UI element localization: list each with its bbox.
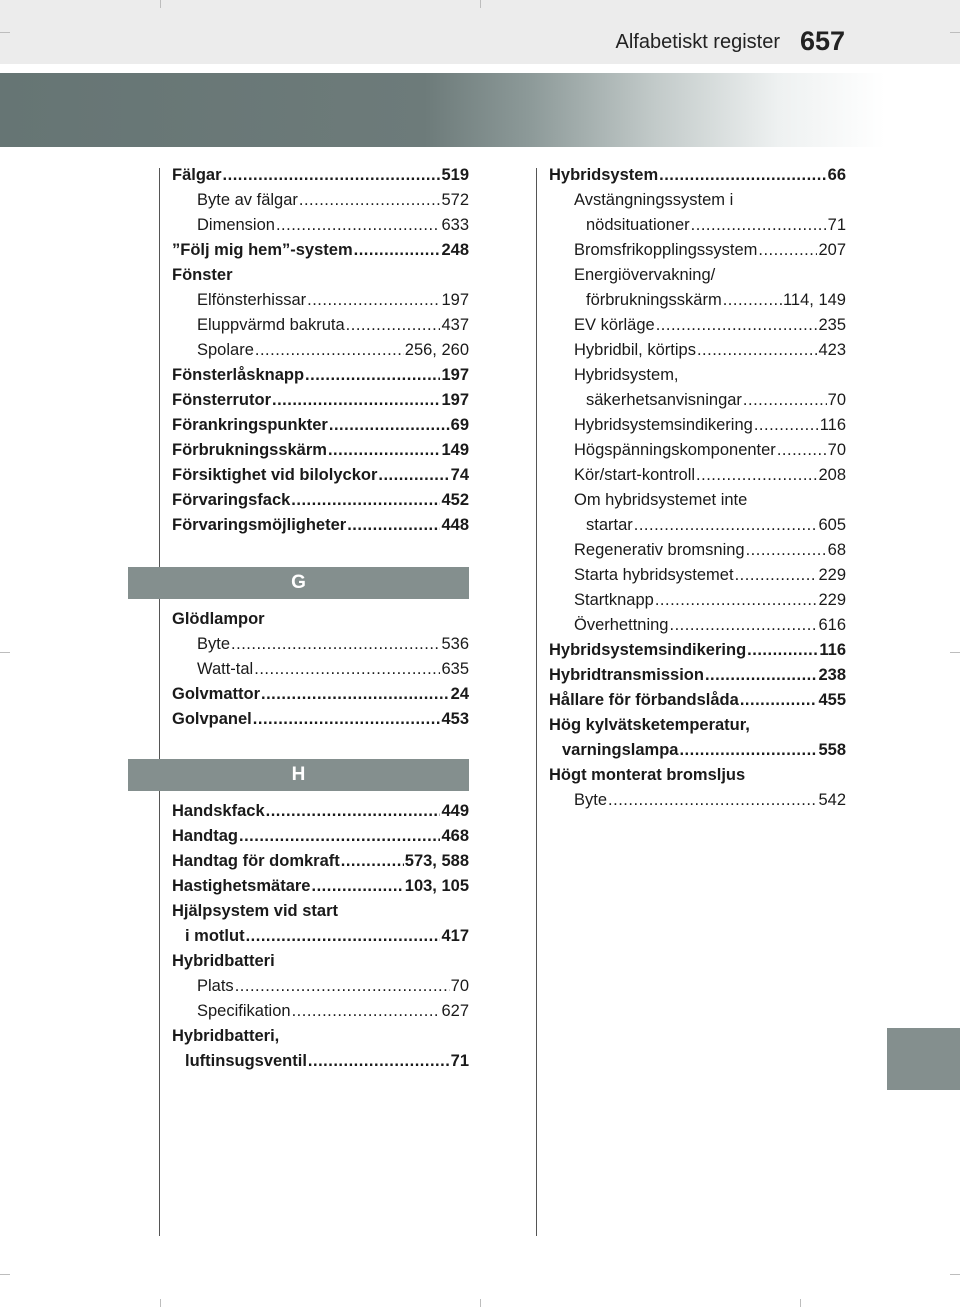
left-column-rule	[159, 168, 160, 1236]
index-entry	[549, 538, 846, 563]
index-entry	[172, 338, 469, 363]
index-entry-page: 116	[819, 416, 846, 434]
index-entry-page: 71	[827, 216, 846, 234]
index-entry-term: Kör/start-kontroll	[574, 466, 696, 484]
index-entry-term: luftinsugsventil	[185, 1052, 307, 1070]
index-entry	[549, 413, 846, 438]
dot-leader	[261, 682, 450, 707]
index-entry-term: Förvaringsmöjligheter	[172, 516, 347, 534]
crop-mark	[160, 1299, 161, 1307]
dot-leader	[328, 438, 441, 463]
dot-leader	[746, 538, 827, 563]
crop-mark	[950, 1274, 960, 1275]
index-entry	[172, 438, 469, 463]
dot-leader	[354, 238, 441, 263]
index-entry	[172, 924, 469, 949]
index-entry-term: Golvpanel	[172, 710, 252, 728]
index-heading: Energiövervakning/	[574, 266, 716, 284]
index-entry-page: 468	[441, 827, 469, 845]
dot-leader	[758, 238, 817, 263]
index-entry-term: i motlut	[185, 927, 245, 945]
index-entry-term: Hybridsystem	[549, 166, 659, 184]
index-entry	[172, 413, 469, 438]
index-entry	[549, 563, 846, 588]
index-entry-term: Högspänningskomponenter	[574, 441, 776, 459]
section-title: Alfabetiskt register	[615, 31, 780, 53]
dot-leader	[740, 688, 818, 713]
dot-leader	[255, 338, 404, 363]
right-column-entries	[549, 163, 846, 813]
index-entry	[172, 163, 469, 188]
section-g-entries	[172, 607, 469, 732]
dot-leader	[735, 563, 818, 588]
crop-mark	[950, 652, 960, 653]
section-letter-g: G	[128, 567, 469, 599]
index-heading: Hybridbatteri	[172, 952, 275, 970]
index-entry-term: Fönsterrutor	[172, 391, 271, 409]
dot-leader	[305, 363, 440, 388]
left-index-column	[172, 163, 469, 1074]
dot-leader	[754, 413, 819, 438]
section-h-entries	[172, 799, 469, 1074]
index-entry-page: 627	[441, 1002, 469, 1020]
index-entry-page: 24	[450, 685, 469, 703]
index-entry-page: 197	[441, 391, 469, 409]
dot-leader	[679, 738, 817, 763]
index-entry	[172, 874, 469, 899]
index-entry-term: Försiktighet vid bilolyckor	[172, 466, 378, 484]
index-entry-page: 69	[450, 416, 469, 434]
index-entry-term: förbrukningsskärm	[586, 291, 722, 309]
dot-leader	[777, 438, 827, 463]
index-entry-page: 197	[441, 366, 469, 384]
index-entry	[172, 657, 469, 682]
index-entry-page: 452	[441, 491, 469, 509]
dot-leader	[311, 874, 403, 899]
section-f-entries	[172, 163, 469, 538]
index-entry-term: startar	[586, 516, 633, 534]
index-entry-term: Överhettning	[574, 616, 669, 634]
index-entry-term: Regenerativ bromsning	[574, 541, 745, 559]
index-entry	[549, 438, 846, 463]
index-entry-page: 558	[818, 741, 846, 759]
index-entry	[549, 738, 846, 763]
index-entry-term: Byte	[197, 635, 231, 653]
index-entry-term: Handtag för domkraft	[172, 852, 340, 870]
index-entry-term: Handtag	[172, 827, 238, 845]
index-entry-term: Specifikation	[197, 1002, 291, 1020]
dot-leader	[299, 188, 441, 213]
index-entry-term: nödsituationer	[586, 216, 690, 234]
index-entry	[549, 613, 846, 638]
index-entry-page: 74	[450, 466, 469, 484]
dot-leader	[346, 313, 441, 338]
index-entry-term: Spolare	[197, 341, 254, 359]
index-entry-page: 114, 149	[782, 291, 846, 309]
crop-mark	[0, 652, 10, 653]
index-entry-page: 573, 588	[404, 852, 469, 870]
dot-leader	[254, 657, 440, 682]
index-entry-page: 448	[441, 516, 469, 534]
index-entry-page: 149	[441, 441, 469, 459]
dot-leader	[705, 663, 818, 688]
index-entry-page: 207	[818, 241, 846, 259]
index-entry	[172, 799, 469, 824]
dot-leader	[235, 974, 450, 999]
index-entry-term: Fälgar	[172, 166, 222, 184]
index-entry-page: 437	[441, 316, 469, 334]
index-entry	[549, 213, 846, 238]
index-heading: Hybridsystem,	[574, 366, 679, 384]
dot-leader	[656, 313, 818, 338]
index-entry	[172, 188, 469, 213]
index-entry-term: Watt-tal	[197, 660, 254, 678]
dot-leader	[308, 1049, 450, 1074]
index-heading: Hybridbatteri,	[172, 1027, 280, 1045]
index-heading: Avstängningssystem i	[574, 191, 734, 209]
index-entry	[172, 513, 469, 538]
index-entry-term: Dimension	[197, 216, 275, 234]
index-entry	[549, 788, 846, 813]
index-entry-page: 238	[818, 666, 846, 684]
index-entry-page: 70	[827, 391, 846, 409]
index-heading: Hjälpsystem vid start	[172, 902, 338, 920]
dot-leader	[347, 513, 440, 538]
index-entry-page: 605	[818, 516, 846, 534]
index-entry-term: Startknapp	[574, 591, 654, 609]
index-entry	[549, 638, 846, 663]
index-entry-page: 536	[441, 635, 469, 653]
index-entry	[549, 388, 846, 413]
crop-mark	[950, 32, 960, 33]
index-entry-term: Hastighetsmätare	[172, 877, 311, 895]
dot-leader	[276, 213, 441, 238]
index-entry-term: Förankringspunkter	[172, 416, 328, 434]
header-gradient-band	[0, 73, 885, 147]
index-entry-term: säkerhetsanvisningar	[586, 391, 742, 409]
dot-leader	[307, 288, 440, 313]
index-entry	[172, 824, 469, 849]
index-entry-page: 70	[450, 977, 469, 995]
index-entry-term: Handskfack	[172, 802, 265, 820]
dot-leader	[723, 288, 782, 313]
index-entry-page: 417	[441, 927, 469, 945]
dot-leader	[292, 999, 441, 1024]
index-entry-page: 423	[818, 341, 846, 359]
index-entry-term: Bromsfrikopplingssystem	[574, 241, 758, 259]
section-letter-h: H	[128, 759, 469, 791]
index-entry-page: 70	[827, 441, 846, 459]
dot-leader	[608, 788, 817, 813]
index-entry-term: Hybridtransmission	[549, 666, 704, 684]
index-entry-page: 616	[818, 616, 846, 634]
crop-mark	[480, 0, 481, 8]
index-entry-page: 572	[441, 191, 469, 209]
index-entry-page: 453	[441, 710, 469, 728]
index-entry	[172, 288, 469, 313]
dot-leader	[691, 213, 827, 238]
index-entry-term: Förvaringsfack	[172, 491, 291, 509]
index-entry-page: 449	[441, 802, 469, 820]
index-entry-page: 635	[441, 660, 469, 678]
index-entry-term: Hybridsystemsindikering	[549, 641, 747, 659]
index-entry	[549, 338, 846, 363]
dot-leader	[655, 588, 818, 613]
index-entry-term: EV körläge	[574, 316, 655, 334]
index-entry-page: 68	[827, 541, 846, 559]
index-entry	[549, 288, 846, 313]
dot-leader	[378, 463, 449, 488]
crop-mark	[800, 1299, 801, 1307]
dot-leader	[696, 463, 817, 488]
index-heading: Om hybridsystemet inte	[574, 491, 748, 509]
index-entry-term: Hållare för förbandslåda	[549, 691, 739, 709]
index-entry	[172, 363, 469, 388]
index-entry-term: Plats	[197, 977, 234, 995]
index-entry-term: Fönsterlåsknapp	[172, 366, 305, 384]
dot-leader	[291, 488, 440, 513]
index-entry-term: Byte av fälgar	[197, 191, 298, 209]
index-entry-page: 66	[827, 166, 846, 184]
index-entry-page: 208	[818, 466, 846, 484]
index-entry-page: 71	[450, 1052, 469, 1070]
right-index-column	[549, 163, 846, 813]
index-entry	[172, 488, 469, 513]
page-number: 657	[800, 26, 846, 56]
dot-leader	[341, 849, 404, 874]
index-entry	[549, 313, 846, 338]
dot-leader	[329, 413, 450, 438]
dot-leader	[239, 824, 440, 849]
index-entry-page: 256, 260	[404, 341, 469, 359]
index-entry	[549, 513, 846, 538]
index-heading: Hög kylvätsketemperatur,	[549, 716, 750, 734]
dot-leader	[747, 638, 818, 663]
crop-mark	[160, 0, 161, 8]
dot-leader	[266, 799, 441, 824]
index-entry-term: Eluppvärmd bakruta	[197, 316, 345, 334]
dot-leader	[253, 707, 441, 732]
index-entry-page: 235	[818, 316, 846, 334]
dot-leader	[634, 513, 818, 538]
index-heading: Högt monterat bromsljus	[549, 766, 746, 784]
index-heading: Fönster	[172, 266, 233, 284]
index-entry-page: 519	[441, 166, 469, 184]
index-entry	[172, 682, 469, 707]
index-entry	[549, 688, 846, 713]
crop-mark	[480, 1299, 481, 1307]
index-heading: Glödlampor	[172, 610, 265, 628]
index-entry	[549, 663, 846, 688]
index-entry-page: 197	[441, 291, 469, 309]
crop-mark	[0, 1274, 10, 1275]
index-entry-page: 103, 105	[404, 877, 469, 895]
dot-leader	[231, 632, 440, 657]
index-entry-page: 248	[441, 241, 469, 259]
dot-leader	[272, 388, 440, 413]
index-entry	[172, 707, 469, 732]
crop-mark	[0, 32, 10, 33]
dot-leader	[669, 613, 817, 638]
index-entry	[549, 463, 846, 488]
index-entry-page: 542	[818, 791, 846, 809]
index-entry-page: 116	[819, 641, 846, 659]
dot-leader	[659, 163, 827, 188]
dot-leader	[697, 338, 818, 363]
index-entry-term: Byte	[574, 791, 608, 809]
index-entry-page: 229	[818, 566, 846, 584]
index-entry-term: varningslampa	[562, 741, 679, 759]
index-entry	[172, 313, 469, 338]
index-entry-term: Elfönsterhissar	[197, 291, 307, 309]
thumb-index-tab	[887, 1028, 960, 1090]
index-entry-page: 633	[441, 216, 469, 234]
dot-leader	[223, 163, 441, 188]
index-entry-term: Starta hybridsystemet	[574, 566, 734, 584]
index-entry-term: Hybridbil, körtips	[574, 341, 696, 359]
index-entry	[172, 974, 469, 999]
index-entry	[549, 163, 846, 188]
index-entry	[549, 238, 846, 263]
right-column-rule	[536, 168, 537, 1236]
index-entry-term: Förbrukningsskärm	[172, 441, 327, 459]
index-entry	[172, 463, 469, 488]
index-entry	[172, 238, 469, 263]
index-entry	[172, 632, 469, 657]
index-entry-term: Hybridsystemsindikering	[574, 416, 753, 434]
index-entry-term: Golvmattor	[172, 685, 261, 703]
dot-leader	[246, 924, 441, 949]
index-entry-term: ”Följ mig hem”-system	[172, 241, 353, 259]
index-entry	[172, 213, 469, 238]
index-entry-page: 455	[818, 691, 846, 709]
index-entry	[172, 999, 469, 1024]
index-entry	[172, 1049, 469, 1074]
dot-leader	[743, 388, 827, 413]
index-entry	[172, 849, 469, 874]
index-entry-page: 229	[818, 591, 846, 609]
index-entry	[172, 388, 469, 413]
index-entry	[549, 588, 846, 613]
